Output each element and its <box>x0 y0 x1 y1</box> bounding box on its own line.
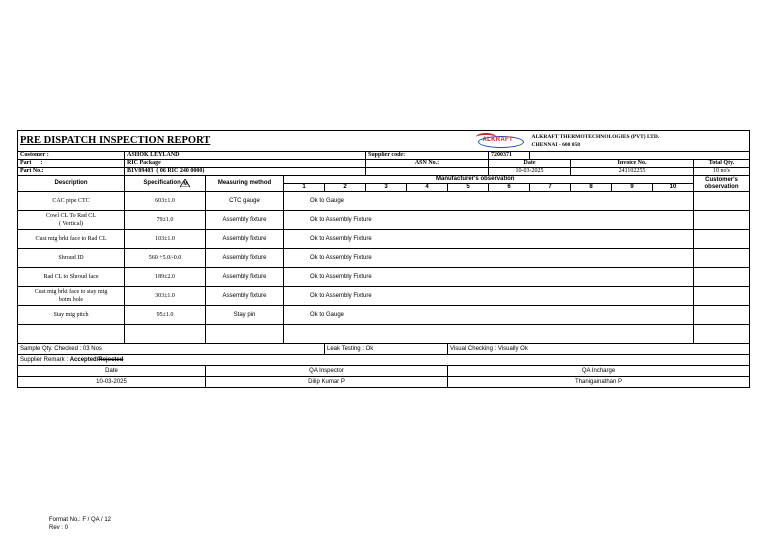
row-description: Stay mtg pitch <box>18 306 125 325</box>
row-measuring-method: CTC gauge <box>206 192 284 211</box>
accepted-text: Accepted/ <box>69 356 99 363</box>
qa-inspector-label: QA Inspector <box>206 366 448 377</box>
customer-value: ASHOK LEYLAND <box>125 152 366 160</box>
supplier-code-label: Supplier code: <box>366 152 489 160</box>
row-description: CAC pipe CTC <box>18 192 125 211</box>
company-cell <box>448 131 750 152</box>
partno-value: B1V09403 ( 06 RIC 240 0000) <box>125 168 366 176</box>
row-observation: Ok to Assembly Fixture <box>284 287 694 306</box>
empty-row <box>18 325 750 344</box>
sample-number-1: 1 <box>284 184 325 192</box>
table-row <box>18 249 750 268</box>
row-customer-observation <box>694 211 750 230</box>
table-row <box>18 287 750 306</box>
revision: Rev : 0 <box>49 525 69 531</box>
sample-number-10: 10 <box>653 184 694 192</box>
row-observation: Ok to Gauge <box>284 306 694 325</box>
sample-number-3: 3 <box>366 184 407 192</box>
row-observation: Ok to Assembly Fixture <box>284 268 694 287</box>
sample-qty-checked: Sample Qty. Checked : 03 Nos <box>18 344 325 355</box>
row-customer-observation <box>694 249 750 268</box>
row-customer-observation <box>694 306 750 325</box>
col-description: Description <box>18 176 125 192</box>
row-measuring-method: Stay pin <box>206 306 284 325</box>
report-table <box>17 130 750 388</box>
partno-label: Part No.: <box>18 168 125 176</box>
table-row <box>18 306 750 325</box>
sample-number-6: 6 <box>489 184 530 192</box>
row-specification: 303±1.0 <box>125 287 206 306</box>
table-row <box>18 268 750 287</box>
qa-inspector-value: Dilip Kumar P <box>206 377 448 388</box>
leak-testing: Leak Testing : Ok <box>325 344 448 355</box>
part-value: RIC Package <box>125 160 366 168</box>
supplier-remark: Supplier Remark : Accepted/Rejected <box>18 355 750 366</box>
row-observation: Ok to Assembly Fixture <box>284 230 694 249</box>
date-value: 10-03-2025 <box>489 168 571 176</box>
visual-checking: Visual Checking : Visually Ok <box>448 344 750 355</box>
row-description: Cowl CL To Rad CL ( Vertical) <box>18 211 125 230</box>
row-specification: 95±1.0 <box>125 306 206 325</box>
table-row <box>18 230 750 249</box>
sample-number-5: 5 <box>448 184 489 192</box>
row-specification: 603±1.0 <box>125 192 206 211</box>
signoff-date-value: 10-03-2025 <box>18 377 206 388</box>
row-customer-observation <box>694 287 750 306</box>
date-label: Date <box>489 160 571 168</box>
asn-value <box>366 168 489 176</box>
row-measuring-method: Assembly fixture <box>206 230 284 249</box>
col-specification: Specification M <box>125 176 206 192</box>
row-specification: 79±1.0 <box>125 211 206 230</box>
format-number: Format No.: F / QA / 12 <box>49 517 112 523</box>
sample-number-2: 2 <box>325 184 366 192</box>
part-label: Part : <box>18 160 125 168</box>
row-description: Cust mtg brkt face to Rad CL <box>18 230 125 249</box>
sample-number-8: 8 <box>571 184 612 192</box>
spec-marker: M <box>182 180 186 187</box>
report-title-cell <box>18 131 448 152</box>
row-customer-observation <box>694 268 750 287</box>
row-observation: Ok to Assembly Fixture <box>284 211 694 230</box>
invoice-label: Invoice No. <box>571 160 694 168</box>
col-manufacturer-observation: Manufacturer's observation <box>284 176 694 184</box>
company-city: CHENNAI - 600 058 <box>531 142 580 148</box>
supplier-code-value: 7200371 <box>489 152 530 160</box>
qa-incharge-label: QA Incharge <box>448 366 750 377</box>
inspection-report-sheet <box>17 130 749 388</box>
row-specification: 103±1.0 <box>125 230 206 249</box>
table-row <box>18 211 750 230</box>
signoff-date-label: Date <box>18 366 206 377</box>
row-description: Cust mtg brkt face to stay mtg botm hole <box>18 287 125 306</box>
sample-number-7: 7 <box>530 184 571 192</box>
row-description: Shroud ID <box>18 249 125 268</box>
customer-label: Customer : <box>18 152 125 160</box>
col-measuring-method: Measuring method <box>206 176 284 192</box>
footer <box>49 516 111 532</box>
company-logo: ALKRAFT <box>478 133 524 149</box>
row-measuring-method: Assembly fixture <box>206 249 284 268</box>
row-specification: 560 +5.0/-0.0 <box>125 249 206 268</box>
row-customer-observation <box>694 192 750 211</box>
sample-number-9: 9 <box>612 184 653 192</box>
sample-number-4: 4 <box>407 184 448 192</box>
qa-incharge-value: Thanigainathan P <box>448 377 750 388</box>
total-qty-value: 10 no's <box>694 168 750 176</box>
row-measuring-method: Assembly fixture <box>206 211 284 230</box>
row-measuring-method: Assembly fixture <box>206 268 284 287</box>
col-customer-observation: Customer's observation <box>694 176 750 192</box>
report-title: PRE DISPATCH INSPECTION REPORT <box>20 134 211 146</box>
total-qty-label: Total Qty. <box>694 160 750 168</box>
row-specification: 189±2.0 <box>125 268 206 287</box>
row-customer-observation <box>694 230 750 249</box>
company-name: ALKRAFT THERMOTECHNOLOGIES (PVT) LTD. <box>531 134 660 140</box>
row-observation: Ok to Gauge <box>284 192 694 211</box>
table-row <box>18 192 750 211</box>
row-description: Rad CL to Shroud face <box>18 268 125 287</box>
asn-label: ASN No.: <box>366 160 489 168</box>
row-measuring-method: Assembly fixture <box>206 287 284 306</box>
row-observation: Ok to Assembly Fixture <box>284 249 694 268</box>
invoice-value: 241102255 <box>571 168 694 176</box>
rejected-text: Rejected <box>98 356 124 363</box>
